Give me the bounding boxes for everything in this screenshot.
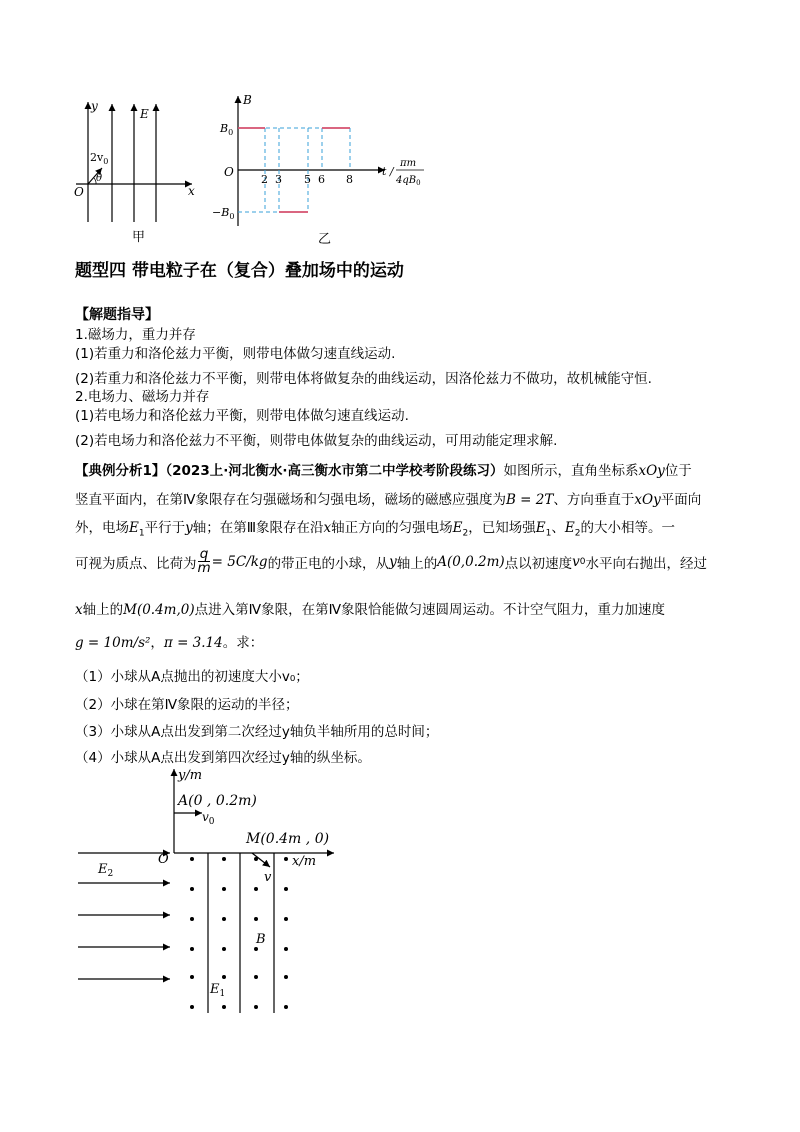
question-4: （4）小球从A点出发到第四次经过y轴的纵坐标。: [75, 750, 371, 766]
origin-label: O: [74, 185, 84, 199]
x-label: x: [188, 184, 195, 198]
y-label: y/m: [178, 768, 203, 783]
b-label: B: [256, 932, 266, 947]
y-label: y: [91, 99, 98, 113]
example-line-5: x轴上的M(0.4m,0)点进入第Ⅳ象限，在第Ⅳ象限恰能做匀速圆周运动。不计空气阻力，重力加速度: [75, 602, 666, 618]
example-line-6: g = 10m/s²，π = 3.14。求：: [75, 635, 264, 651]
v-label: v: [264, 870, 272, 885]
e-label: E: [140, 107, 149, 121]
tick-6: 6: [318, 173, 325, 186]
t-unit-bottom: $4qB_0$: [396, 175, 421, 187]
tick-5: 5: [304, 173, 311, 186]
tick-2: 2: [261, 173, 268, 186]
theta-label: θ: [96, 173, 103, 184]
e2-label: $E_2$: [98, 862, 114, 879]
question-3: （3）小球从A点出发到第二次经过y轴负半轴所用的总时间；: [75, 724, 439, 740]
guide-line: (1)若电场力和洛伦兹力平衡，则带电体做匀速直线运动.: [75, 408, 409, 424]
t-label: t /: [382, 165, 394, 178]
t-unit-top: πm: [400, 158, 417, 169]
b0-label: $B_0$: [220, 122, 234, 137]
guide-line: (2)若电场力和洛伦兹力不平衡，则带电体做复杂的曲线运动，可用动能定理求解.: [75, 433, 558, 449]
origin-label: O: [224, 165, 234, 179]
v-label: $2v_0$: [90, 151, 109, 166]
fraction: $\frac{q}{m}$: [197, 546, 211, 576]
x-label: x/m: [292, 854, 317, 869]
guide-line: 1.磁场力，重力并存: [75, 327, 196, 343]
figure-bottom: [70, 765, 370, 1025]
b-label: B: [243, 93, 252, 107]
question-2: （2）小球在第Ⅳ象限的运动的半径；: [75, 697, 299, 713]
e1-label: $E_1$: [210, 982, 226, 999]
figure-jia: [68, 98, 208, 228]
guide-line: (2)若重力和洛伦兹力不平衡，则带电体将做复杂的曲线运动，因洛伦兹力不做功，故机械能守恒.: [75, 371, 652, 387]
tick-3: 3: [275, 173, 282, 186]
v0-label: $v_0$: [202, 810, 215, 827]
example-line-4: 可视为质点、比荷为 $\frac{q}{m}$ = 5C/kg 的带正电的小球，从 y 轴上的 A(0,0.2m) 点以初速度 v 0 水平向右抛出，经过: [75, 546, 708, 576]
section-title: 题型四 带电粒子在（复合）叠加场中的运动: [75, 261, 404, 281]
neg-b0-label: $-B_0$: [212, 206, 235, 221]
caption-jia: 甲: [132, 230, 146, 245]
figure-yi: [210, 88, 440, 228]
example-line-1: 【典例分析1】（2023上·河北衡水·高三衡水市第二中学校考阶段练习）如图所示，直角坐标系xOy位于: [75, 463, 692, 479]
tick-8: 8: [346, 173, 353, 186]
a-label: A(0 , 0.2m): [178, 793, 257, 809]
guide-line: 2.电场力、磁场力并存: [75, 389, 210, 405]
caption-yi: 乙: [318, 232, 332, 247]
question-1: （1）小球从A点抛出的初速度大小v₀；: [75, 669, 309, 685]
guide-line: (1)若重力和洛伦兹力平衡，则带电体做匀速直线运动.: [75, 346, 396, 362]
m-label: M(0.4m , 0): [246, 831, 330, 847]
guide-heading: 【解题指导】: [75, 307, 159, 323]
example-tag: 【典例分析1】（2023上·河北衡水·高三衡水市第二中学校考阶段练习）: [75, 463, 504, 479]
origin-label: O: [158, 852, 169, 867]
example-line-3: 外，电场$E_1$平行于y轴；在第Ⅲ象限存在沿x轴正方向的匀强电场$E_2$，已知场强$E_1$、$E_2$的大小相等。一: [75, 520, 675, 539]
example-line-2: 竖直平面内，在第Ⅳ象限存在匀强磁场和匀强电场，磁场的磁感应强度为B = 2T、方向垂直于xOy平面向: [75, 492, 702, 508]
